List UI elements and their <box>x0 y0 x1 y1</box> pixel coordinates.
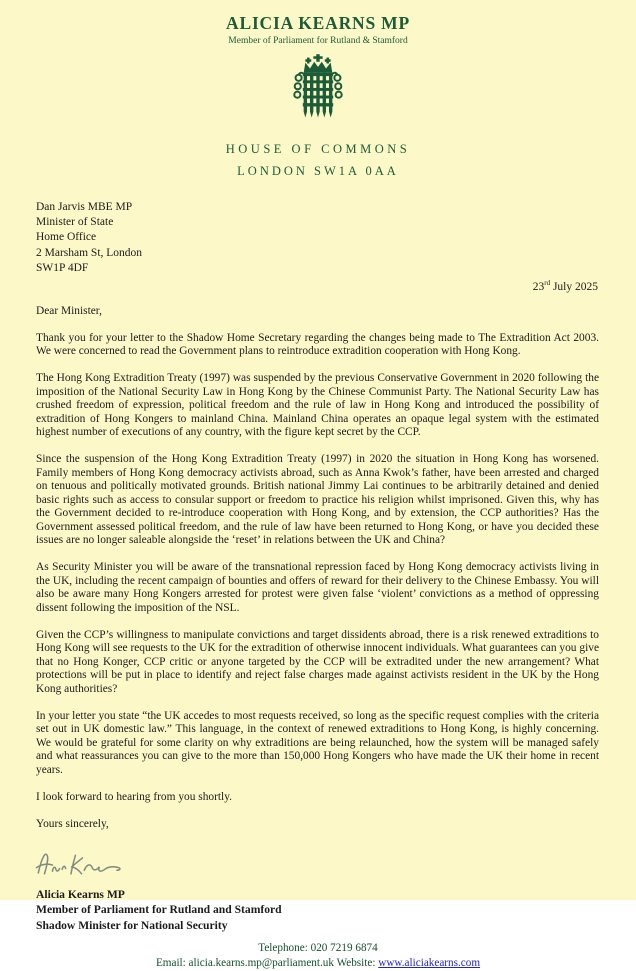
letter-paragraph: Since the suspension of the Hong Kong Extradition Treaty (1997) in 2020 the situation in Hong Kong has worsened. Family members of Hong Kong democracy activists abroad, such as Anna Kwok’s father, have been arrested and charged on tenuous and politically motivated grounds. British national Jimmy Lai continues to be arbitrarily detained and denied basic rights such as access to consular support or freedom to practice his religion whilst imprisoned. Given this, why has the Government decided to re-introduce cooperation with Hong Kong, and by extension, the CCP authorities? Has the Government assessed political freedom, and the rule of law have been returned to Hong Kong, or have you decided these issues are no longer saleable alongside the ‘reset’ in relations between the UK and China? <box>36 453 599 547</box>
signoff-block <box>0 884 636 934</box>
date-rest: July 2025 <box>550 280 598 293</box>
date-ordinal: rd <box>544 279 551 288</box>
institution-address: LONDON SW1A 0AA <box>237 164 399 178</box>
signoff-name: Alicia Kearns MP <box>36 887 125 901</box>
letter-paragraph: Thank you for your letter to the Shadow Home Secretary regarding the changes being made to The Extradition Act 2003. We were concerned to read the Government plans to reintroduce extradition cooperation with Hong Kong. <box>36 331 599 358</box>
letter-paragraph: Given the CCP’s willingness to manipulate convictions and target dissidents abroad, there is a risk renewed extraditions to Hong Kong will see requests to the UK for the extradition of otherwise innocent individuals. What guarantees can you give that no Hong Konger, CCP critic or anyone targeted by the CCP will be extradited under the new arrangement? What protections will be put in place to identify and reject false charges made against activists resident in the UK by the Hong Kong authorities? <box>36 628 599 695</box>
letterhead-subtitle: Member of Parliament for Rutland & Stamford <box>228 36 408 46</box>
signoff-role: Member of Parliament for Rutland and Stamford <box>36 903 282 917</box>
email-line <box>0 956 636 971</box>
handwritten-signature <box>0 845 636 884</box>
website-link[interactable]: www.aliciakearns.com <box>378 956 481 969</box>
letter-body <box>0 293 636 832</box>
recipient-address-block <box>0 179 636 276</box>
telephone-line: Telephone: 020 7219 6874 <box>258 941 378 954</box>
salutation: Dear Minister, <box>36 304 102 317</box>
letter-paragraph: The Hong Kong Extradition Treaty (1997) was suspended by the previous Conservative Government in 2020 following the imposition of the National Security Law in Hong Kong by the Chinese Communist Party. The National Security Law has crushed freedom of expression, political freedom and the rule of law in Hong Kong and introduced the possibility of extradition of Hong Kongers to mainland China. Mainland China operates an opaque legal system with the estimated highest number of executions of any country, with the figure kept secret by the CCP. <box>36 372 599 439</box>
page-title: ALICIA KEARNS MP <box>226 13 410 33</box>
institution-name: HOUSE OF COMMONS <box>225 142 411 156</box>
letter-paragraph: As Security Minister you will be aware of the transnational repression faced by Hong Kong democracy activists living in the UK, including the recent campaign of bounties and offers of reward for their delivery to the Chinese Embassy. You will also be aware many Hong Kongers arrested for protest were given false ‘violent’ convictions as a method of oppressing dissent following the imposition of the NSL. <box>36 561 599 614</box>
recipient-line: 2 Marsham St, London <box>36 246 143 259</box>
closing-line: Yours sincerely, <box>36 817 109 830</box>
date-day: 23 <box>532 280 545 293</box>
letter-date <box>0 279 636 293</box>
recipient-line: Minister of State <box>36 216 114 229</box>
recipient-line: SW1P 4DF <box>36 261 89 274</box>
recipient-line: Home Office <box>36 231 97 244</box>
email-text: Email: alicia.kearns.mp@parliament.uk Website: <box>155 956 379 969</box>
letterhead <box>0 0 636 179</box>
contact-footer <box>0 941 636 971</box>
letter-paragraph: I look forward to hearing from you shortly. <box>36 790 233 803</box>
letter-paragraph: In your letter you state “the UK accedes to most requests received, so long as the specific request complies with the criteria set out in UK domestic law.” This language, in the context of renewed extraditions to Hong Kong, is highly concerning. We would be grateful for some clarity on why extraditions are being relaunched, how the system will be managed safely and what reassurances you can give to the more than 150,000 Hong Kongers who have made the UK their home in recent years. <box>36 709 599 776</box>
signoff-role: Shadow Minister for National Security <box>36 919 228 933</box>
portcullis-icon <box>0 54 636 132</box>
recipient-line: Dan Jarvis MBE MP <box>36 201 133 213</box>
